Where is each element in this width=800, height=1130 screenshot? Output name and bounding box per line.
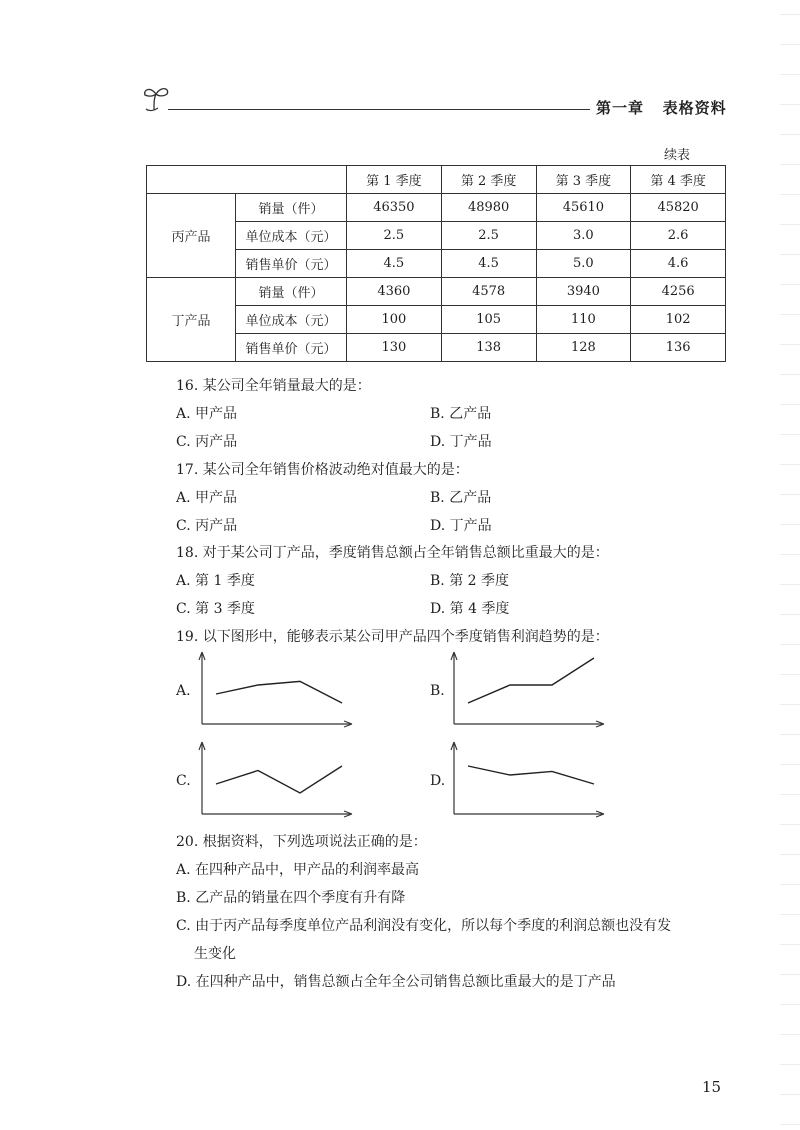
table-cell: 128 [536, 334, 631, 362]
metric-label: 单位成本（元） [236, 222, 347, 250]
table-cell: 136 [631, 334, 726, 362]
question-20-option-c[interactable]: C. 由于丙产品每季度单位产品利润没有变化，所以每个季度的利润总额也没有发 [176, 918, 672, 934]
table-cell: 4.5 [347, 250, 442, 278]
table-cell: 5.0 [536, 250, 631, 278]
option-a-line-chart[interactable] [196, 650, 356, 730]
question-17-option-a[interactable]: A. 甲产品 [176, 490, 238, 506]
question-16-option-b[interactable]: B. 乙产品 [430, 406, 492, 422]
column-header: 第 1 季度 [347, 166, 442, 194]
question-20-option-a[interactable]: A. 在四种产品中，甲产品的利润率最高 [176, 862, 420, 878]
question-20-option-d[interactable]: D. 在四种产品中，销售总额占全年全公司销售总额比重最大的是丁产品 [176, 974, 616, 990]
column-header: 第 4 季度 [631, 166, 726, 194]
question-18-option-d[interactable]: D. 第 4 季度 [430, 601, 510, 617]
question-20-option-b[interactable]: B. 乙产品的销量在四个季度有升有降 [176, 890, 406, 906]
product-name: 丁产品 [147, 278, 236, 362]
question-17-option-c[interactable]: C. 丙产品 [176, 518, 238, 534]
question-18-option-a[interactable]: A. 第 1 季度 [176, 573, 255, 589]
option-c-line-chart[interactable] [196, 740, 356, 820]
column-header: 第 2 季度 [441, 166, 536, 194]
table-cell: 3940 [536, 278, 631, 306]
table-cell: 4.6 [631, 250, 726, 278]
table-cell: 4360 [347, 278, 442, 306]
table-cell: 4578 [441, 278, 536, 306]
table-cell: 46350 [347, 194, 442, 222]
question-19-option-c[interactable]: C. [176, 773, 191, 789]
data-table [146, 165, 726, 362]
product-name: 丙产品 [147, 194, 236, 278]
question-18-option-b[interactable]: B. 第 2 季度 [430, 573, 509, 589]
table-cell: 110 [536, 306, 631, 334]
metric-label: 销量（件） [236, 278, 347, 306]
question-19-option-d[interactable]: D. [430, 773, 446, 789]
table-row [147, 278, 726, 306]
question-16-option-d[interactable]: D. 丁产品 [430, 434, 492, 450]
table-cell: 3.0 [536, 222, 631, 250]
table-cell: 130 [347, 334, 442, 362]
question-17-option-d[interactable]: D. 丁产品 [430, 518, 492, 534]
question-19-option-b[interactable]: B. [430, 683, 445, 699]
question-17-title: 17. 某公司全年销售价格波动绝对值最大的是： [176, 462, 469, 478]
table-cell: 102 [631, 306, 726, 334]
metric-label: 销售单价（元） [236, 334, 347, 362]
table-row [147, 194, 726, 222]
metric-label: 销量（件） [236, 194, 347, 222]
question-16-title: 16. 某公司全年销量最大的是： [176, 378, 371, 394]
column-header: 第 3 季度 [536, 166, 631, 194]
table-cell: 48980 [441, 194, 536, 222]
header-rule [168, 109, 590, 110]
table-cell: 105 [441, 306, 536, 334]
question-20-title: 20. 根据资料，下列选项说法正确的是： [176, 834, 427, 850]
question-19-option-a[interactable]: A. [176, 683, 191, 699]
series-line [216, 766, 342, 793]
series-line [216, 681, 342, 703]
table-continued-label: 续表 [664, 148, 691, 163]
metric-label: 销售单价（元） [236, 250, 347, 278]
option-d-line-chart[interactable] [448, 740, 608, 820]
question-16-option-c[interactable]: C. 丙产品 [176, 434, 238, 450]
question-20-option-c-continued: 生变化 [194, 946, 236, 962]
page-number: 15 [702, 1078, 722, 1096]
question-16-option-a[interactable]: A. 甲产品 [176, 406, 238, 422]
table-cell: 2.6 [631, 222, 726, 250]
table-header-row [147, 166, 726, 194]
table-cell: 2.5 [347, 222, 442, 250]
table-cell: 100 [347, 306, 442, 334]
question-17-option-b[interactable]: B. 乙产品 [430, 490, 492, 506]
question-18-title: 18. 对于某公司丁产品，季度销售总额占全年销售总额比重最大的是： [176, 545, 609, 561]
metric-label: 单位成本（元） [236, 306, 347, 334]
option-b-line-chart[interactable] [448, 650, 608, 730]
table-cell: 4.5 [441, 250, 536, 278]
question-19-title: 19. 以下图形中，能够表示某公司甲产品四个季度销售利润趋势的是： [176, 629, 609, 645]
scan-edge [780, 0, 800, 1130]
table-cell: 45610 [536, 194, 631, 222]
series-line [468, 658, 594, 703]
table-cell: 2.5 [441, 222, 536, 250]
table-cell: 138 [441, 334, 536, 362]
table-cell: 4256 [631, 278, 726, 306]
table-cell: 45820 [631, 194, 726, 222]
chapter-title: 第一章 表格资料 [596, 99, 727, 117]
series-line [468, 766, 594, 784]
question-18-option-c[interactable]: C. 第 3 季度 [176, 601, 255, 617]
table-corner-cell [147, 166, 347, 194]
